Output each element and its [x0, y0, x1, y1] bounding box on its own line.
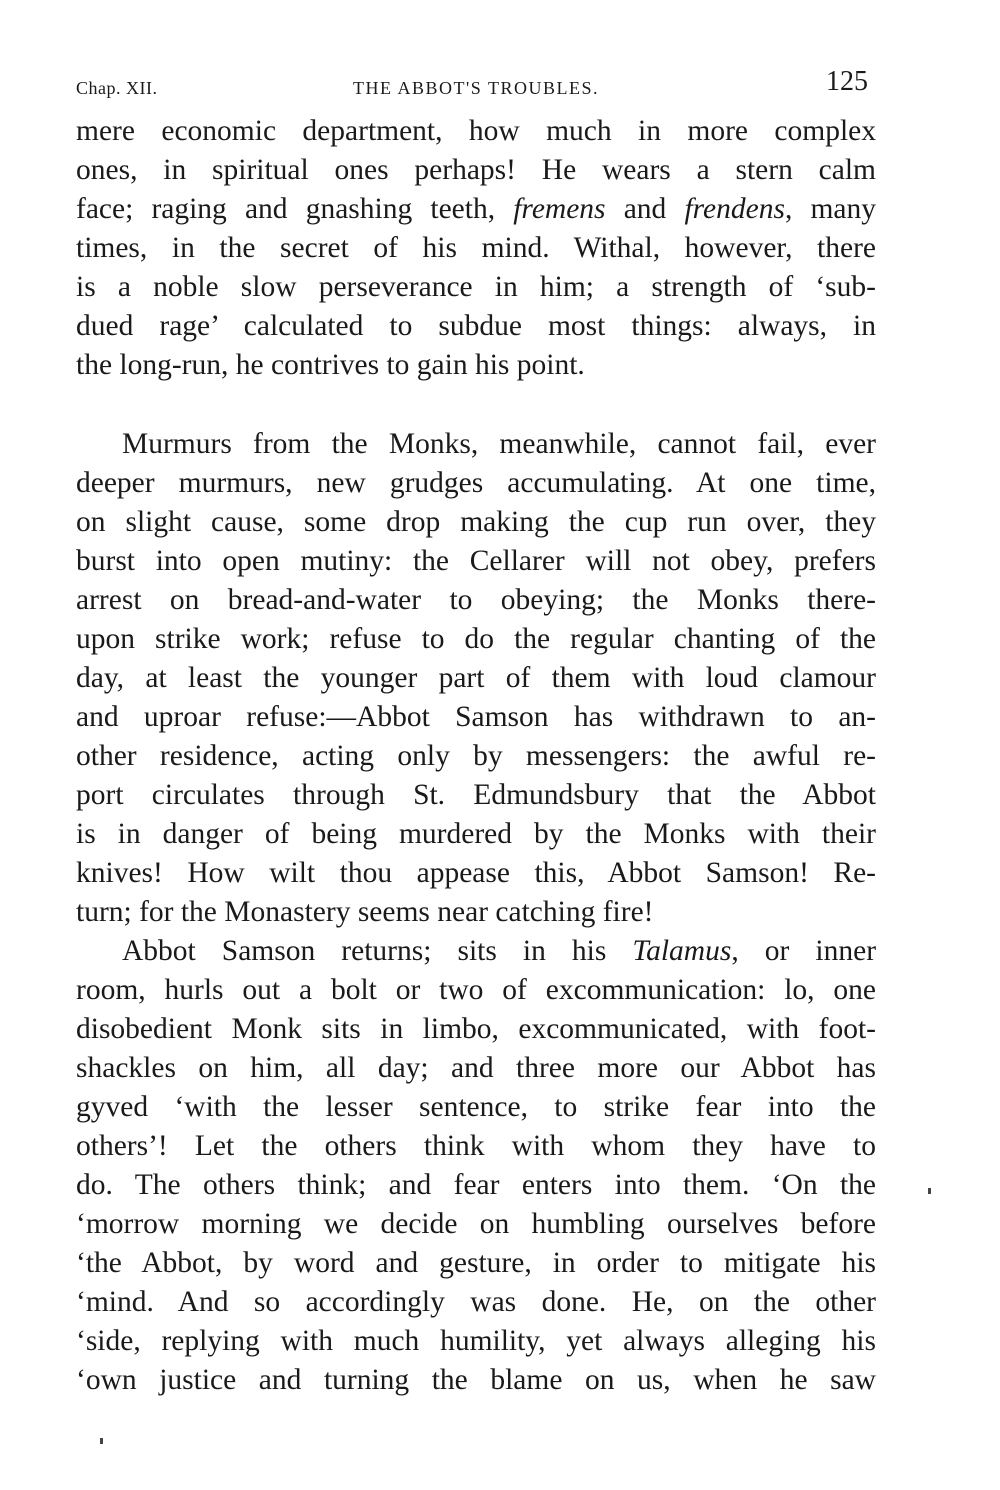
text-line: turn; for the Monastery seems near catching fire! [76, 896, 654, 928]
text-line: is in danger of being murdered by the Monks with their [76, 818, 876, 850]
text-line: knives! How wilt thou appease this, Abbot Samson! Re- [76, 857, 876, 889]
text-line: upon strike work; refuse to do the regular chanting of the [76, 623, 876, 655]
text-line: Abbot Samson returns; sits in his Talamus, or inner [122, 935, 877, 967]
text-line: ones, in spiritual ones perhaps! He wears a stern calm [76, 154, 876, 186]
text-line: shackles on him, all day; and three more our Abbot has [76, 1052, 876, 1084]
text-line: gyved ‘with the lesser sentence, to strike fear into the [76, 1091, 876, 1123]
text-line: deeper murmurs, new grudges accumulating. At one time, [76, 467, 876, 499]
text-line: is a noble slow perseverance in him; a strength of ‘sub- [76, 271, 876, 303]
text-line: arrest on bread-and-water to obeying; the Monks there- [76, 584, 876, 616]
print-speck [100, 1438, 103, 1444]
text-line: disobedient Monk sits in limbo, excommunicated, with foot- [76, 1013, 876, 1045]
text-line: others’! Let the others think with whom they have to [76, 1130, 876, 1162]
chapter-title: THE ABBOT'S TROUBLES. [353, 78, 599, 98]
paragraph-1 [76, 112, 876, 385]
text-line: mere economic department, how much in more complex [76, 115, 876, 147]
running-head [76, 60, 876, 112]
print-speck [928, 1188, 931, 1194]
text-line: Murmurs from the Monks, meanwhile, cannot fail, ever [122, 428, 876, 460]
text-line: and uproar refuse:—Abbot Samson has withdrawn to an- [76, 701, 876, 733]
paragraph-2 [76, 425, 876, 932]
paragraph-3 [76, 932, 876, 1400]
italic-term: frendens [684, 193, 785, 225]
text-line: other residence, acting only by messengers: the awful re- [76, 740, 876, 772]
page-number: 125 [826, 66, 868, 97]
text-line: day, at least the younger part of them with loud clamour [76, 662, 876, 694]
text-line: port circulates through St. Edmundsbury that the Abbot [76, 779, 876, 811]
italic-term: Talamus [632, 935, 732, 967]
text-line: times, in the secret of his mind. Withal, however, there [76, 232, 876, 264]
text-line: ‘mind. And so accordingly was done. He, on the other [76, 1286, 876, 1318]
text-line: room, hurls out a bolt or two of excommunication: lo, one [76, 974, 876, 1006]
text-line: ‘the Abbot, by word and gesture, in order to mitigate his [76, 1247, 876, 1279]
text-line: the long-run, he contrives to gain his point. [76, 349, 585, 381]
text-line: ‘morrow morning we decide on humbling ourselves before [76, 1208, 876, 1240]
book-page [76, 60, 876, 1400]
text-line: dued rage’ calculated to subdue most things: always, in [76, 310, 876, 342]
text-line: do. The others think; and fear enters into them. ‘On the [76, 1169, 876, 1201]
text-line: face; raging and gnashing teeth, fremens and frendens, many [76, 193, 877, 225]
text-line: on slight cause, some drop making the cup run over, they [76, 506, 876, 538]
text-line: ‘side, replying with much humility, yet always alleging his [76, 1325, 876, 1357]
italic-term: fremens [513, 193, 606, 225]
chapter-label: Chap. XII. [76, 78, 158, 98]
text-line: ‘own justice and turning the blame on us, when he saw [76, 1364, 876, 1396]
text-line: burst into open mutiny: the Cellarer will not obey, prefers [76, 545, 876, 577]
